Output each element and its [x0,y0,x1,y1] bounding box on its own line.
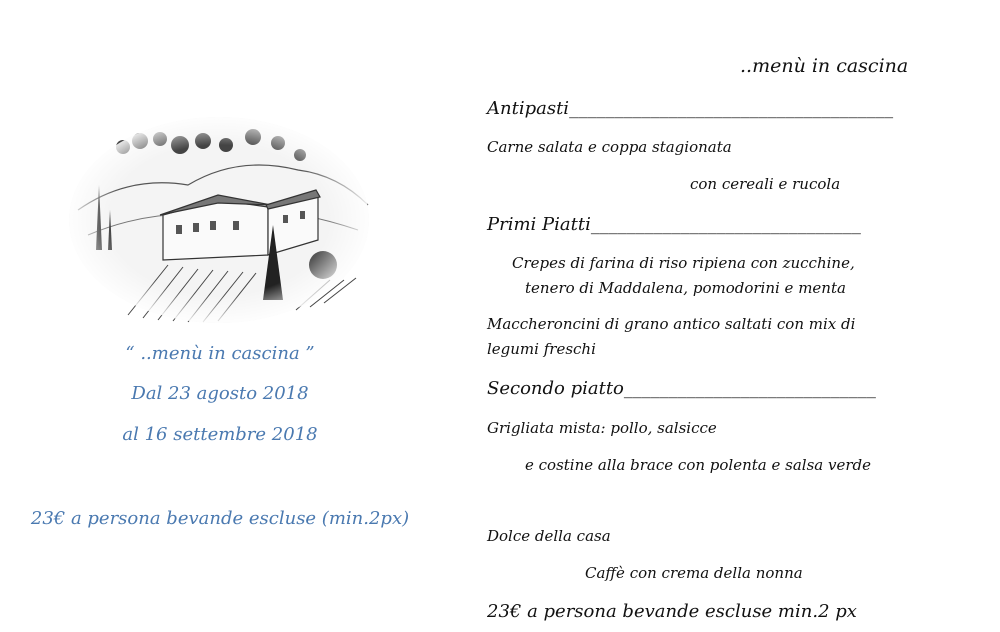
left-price: 23€ a persona bevande escluse (min.2px) [30,508,410,529]
farmhouse-illustration [68,115,370,325]
menu-title: ..menù in cascina [740,55,909,77]
secondo-heading: Secondo piatto____________________________ [487,378,876,399]
secondo-line-1: Grigliata mista: pollo, salsicce [487,419,717,437]
primi-line-3: Maccheroncini di grano antico saltati con mix di [487,315,856,333]
dolce-heading: Dolce della casa [487,527,611,545]
antipasti-line-1: Carne salata e coppa stagionata [487,138,732,156]
antipasti-line-2: con cereali e rucola [690,175,841,193]
left-menu-title: “ ..menù in cascina ” [125,343,315,364]
dolce-line-1: Caffè con crema della nonna [585,564,803,582]
left-date-from: Dal 23 agosto 2018 [131,383,309,404]
primi-line-1: Crepes di farina di riso ripiena con zucchine, [512,254,855,272]
left-date-to: al 16 settembre 2018 [122,424,318,445]
primi-heading: Primi Piatti______________________________ [487,214,861,235]
menu-price: 23€ a persona bevande escluse min.2 px [487,601,857,622]
antipasti-heading: Antipasti____________________________________ [487,98,894,119]
primi-line-4: legumi freschi [487,340,596,358]
primi-line-2: tenero di Maddalena, pomodorini e menta [525,279,846,297]
secondo-line-2: e costine alla brace con polenta e salsa verde [525,456,871,474]
